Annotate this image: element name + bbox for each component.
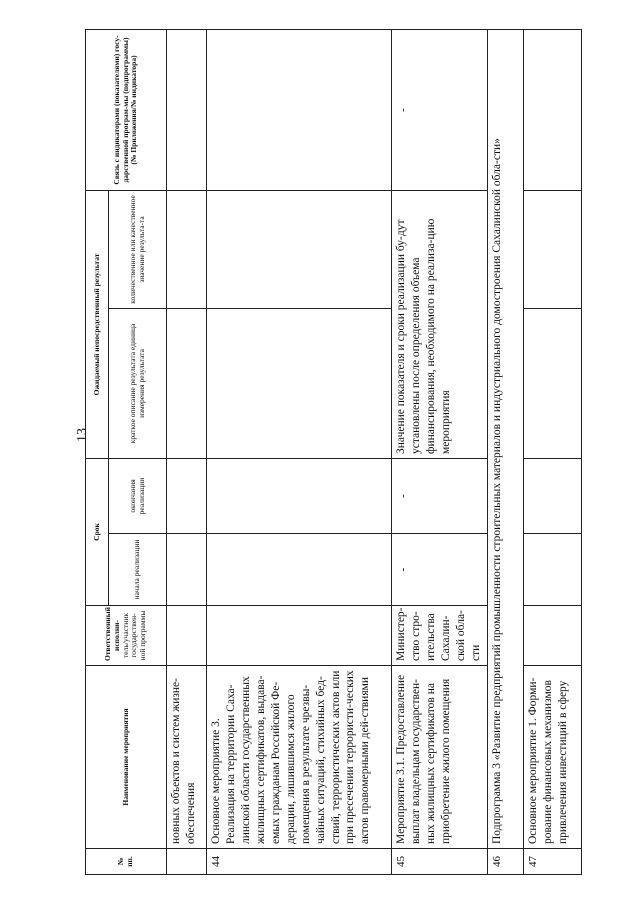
table-row: [524, 29, 582, 874]
row-value: [524, 190, 582, 308]
row-value: [167, 190, 207, 308]
row-link: [167, 29, 207, 190]
row-link-value: -: [397, 108, 409, 112]
header-result-desc: краткое описание результата единица измерения результата: [109, 308, 167, 458]
row-num: 46: [488, 849, 524, 875]
row-name: новных объектов и систем жизне-обеспечения: [167, 666, 207, 849]
row-end: [392, 458, 488, 533]
row-end: [167, 458, 207, 533]
header-result: Ожидаемый непосредственный результат: [86, 190, 109, 458]
row-name: Основное мероприятие 3. Реализация на территории Саха-линской области государственных жилищных сертификатов, выдава-емых гражданам Российской Фе-дерации, лишившимся жилого помещения в результате чрезвы-чайных ситуаций, стихийных бед-ствий, террористических актов или при пресечении террористи-ческих актов правомерными дей-ствиями: [207, 666, 392, 849]
row-link: [524, 29, 582, 190]
header-term-end: окончания реализации: [109, 458, 167, 533]
header-result-value: количественное или качественное значение результа-та: [109, 190, 167, 308]
table-row: [392, 29, 488, 874]
row-end: [524, 458, 582, 533]
row-desc: [524, 308, 582, 458]
row-end-value: -: [397, 494, 409, 498]
program-measures-table: [85, 29, 582, 875]
row-start: [524, 534, 582, 606]
row-end: [207, 458, 392, 533]
header-term: Срок: [86, 458, 109, 605]
row-num: 44: [207, 849, 392, 875]
row-name: Основное мероприятие 1. Форми-рование финансовых механизмов привлечения инвестиций в сферу: [524, 666, 582, 849]
row-responsible: [524, 606, 582, 666]
row-link: [207, 29, 392, 190]
row-link: [392, 29, 488, 190]
row-start: [392, 534, 488, 606]
header-responsible: [86, 606, 167, 666]
row-num: 45: [392, 849, 488, 875]
row-desc: [207, 308, 392, 458]
table-row: [167, 29, 207, 874]
row-start: [207, 534, 392, 606]
header-term-start: начала реализации: [109, 534, 167, 606]
header-responsible-bottom: тель/участник государствен-ной программы: [120, 610, 147, 661]
row-desc: Значение показателя и сроки реализации бу-дут установлены после определения объема финансирования, необходимого на реализа-цию мероприятия: [392, 190, 488, 458]
row-name: Мероприятие 3.1. Предоставление выплат владельцам государствен-ных жилищных сертификатов на приобретение жилого помещения: [392, 666, 488, 849]
page-number: 13: [75, 428, 90, 442]
rotated-table-wrapper: [85, 30, 569, 875]
header-row-1: [86, 29, 109, 874]
row-value: [207, 190, 392, 308]
table-row-subprogram: [488, 29, 524, 874]
row-responsible: [167, 606, 207, 666]
row-responsible: [207, 606, 392, 666]
header-name: Наименование мероприятия: [86, 666, 167, 849]
row-num: [167, 849, 207, 875]
subprogram-title: Подпрограмма 3 «Развитие предприятий промышленности строительных материалов и индустриального домостроения Сахалинской обла-сти»: [488, 29, 524, 848]
table-row: [207, 29, 392, 874]
row-start-value: -: [397, 567, 409, 572]
row-start: [167, 534, 207, 606]
landscape-table-container: [85, 30, 569, 875]
row-responsible: Министер-ство стро-ительства Сахалин-ской обла-сти: [392, 606, 488, 666]
header-link: Связь с индикаторами (показателями) госу-дарственной програм-мы (подпрограммы) (№ Приложения/№ индикатора): [86, 29, 167, 190]
row-num: 47: [524, 849, 582, 875]
header-responsible-top: Ответственный исполни-: [103, 607, 122, 661]
row-desc: [167, 308, 207, 458]
header-num: № пп.: [86, 849, 167, 875]
